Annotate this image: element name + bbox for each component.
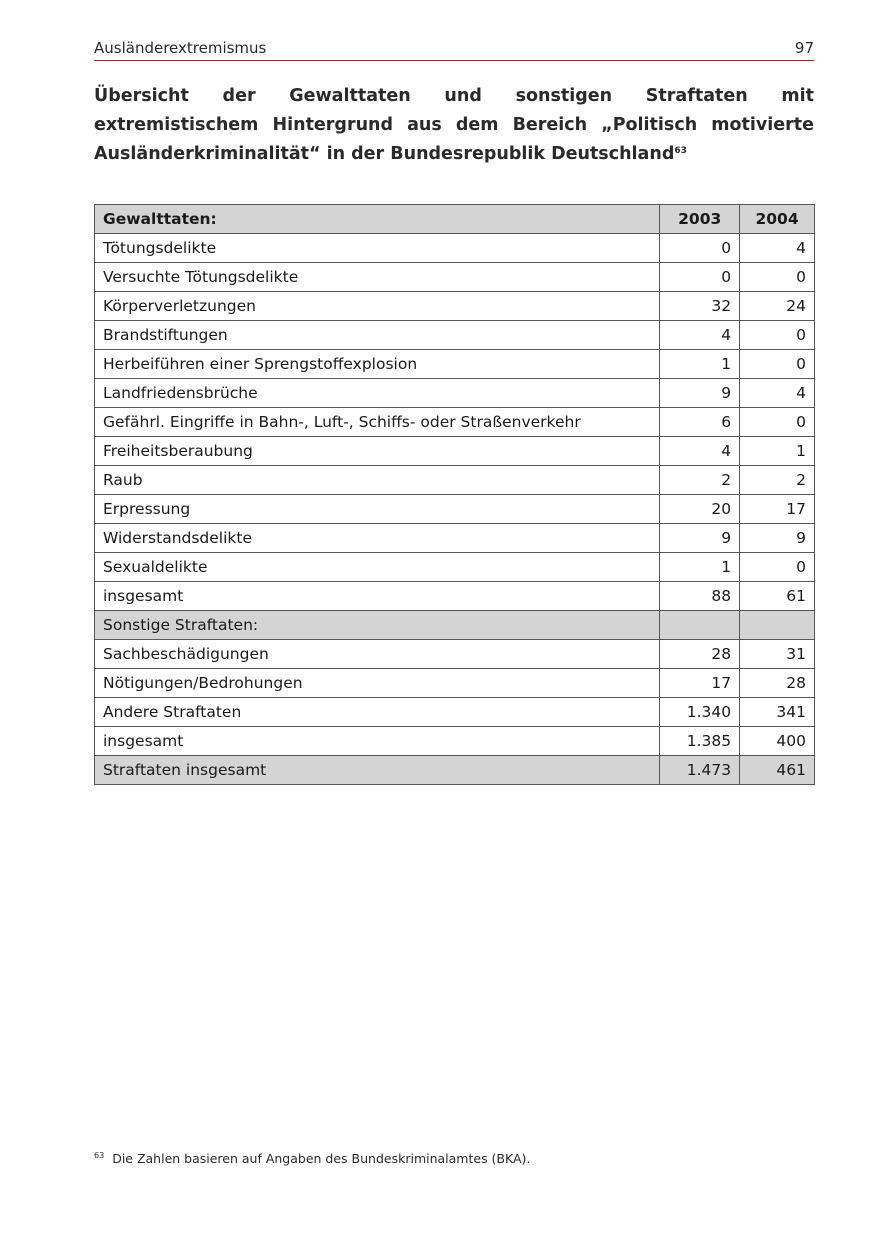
footnote [94, 1150, 530, 1168]
row-value-2004: 1 [740, 437, 815, 466]
table-row [95, 379, 815, 408]
row-value-2003: 6 [660, 408, 740, 437]
running-header [94, 38, 814, 61]
row-value-2004: 461 [740, 756, 815, 785]
row-value-2003: 4 [660, 321, 740, 350]
row-value-2003: 28 [660, 640, 740, 669]
row-value-2004: 17 [740, 495, 815, 524]
row-label: Herbeiführen einer Sprengstoffexplosion [95, 350, 660, 379]
row-value-2003: 1 [660, 553, 740, 582]
row-label: insgesamt [95, 582, 660, 611]
row-value-2004: 400 [740, 727, 815, 756]
footnote-text: Die Zahlen basieren auf Angaben des Bundeskriminalamtes (BKA). [112, 1151, 531, 1166]
row-label: Widerstandsdelikte [95, 524, 660, 553]
statistics-table [94, 204, 815, 785]
row-label: Gefährl. Eingriffe in Bahn-, Luft-, Schiffs- oder Straßenverkehr [95, 408, 660, 437]
header-category: Gewalttaten: [95, 205, 660, 234]
table-row [95, 756, 815, 785]
row-label: Freiheitsberaubung [95, 437, 660, 466]
row-label: Straftaten insgesamt [95, 756, 660, 785]
table-row [95, 524, 815, 553]
row-value-2004: 9 [740, 524, 815, 553]
row-value-2003: 20 [660, 495, 740, 524]
row-value-2003: 88 [660, 582, 740, 611]
table-row [95, 698, 815, 727]
header-year-2003: 2003 [660, 205, 740, 234]
table-row [95, 350, 815, 379]
table-row [95, 640, 815, 669]
row-value-2004: 31 [740, 640, 815, 669]
row-label: Andere Straftaten [95, 698, 660, 727]
table-body [95, 234, 815, 785]
row-value-2003: 1.473 [660, 756, 740, 785]
row-label: Brandstiftungen [95, 321, 660, 350]
row-value-2004 [740, 611, 815, 640]
page-title [94, 82, 814, 169]
table-row [95, 553, 815, 582]
row-value-2004: 0 [740, 321, 815, 350]
table-row [95, 234, 815, 263]
row-value-2004: 2 [740, 466, 815, 495]
table-row [95, 669, 815, 698]
row-value-2004: 4 [740, 234, 815, 263]
row-value-2004: 4 [740, 379, 815, 408]
table-row [95, 292, 815, 321]
table-header-row [95, 205, 815, 234]
row-label: Landfriedensbrüche [95, 379, 660, 408]
row-label: Sachbeschädigungen [95, 640, 660, 669]
table-row [95, 727, 815, 756]
row-value-2003: 32 [660, 292, 740, 321]
row-value-2004: 341 [740, 698, 815, 727]
row-label: Tötungsdelikte [95, 234, 660, 263]
row-value-2003: 1 [660, 350, 740, 379]
row-value-2003: 1.340 [660, 698, 740, 727]
row-label: Raub [95, 466, 660, 495]
row-label: insgesamt [95, 727, 660, 756]
row-value-2003: 9 [660, 524, 740, 553]
row-value-2003: 17 [660, 669, 740, 698]
table-row [95, 263, 815, 292]
table-row [95, 495, 815, 524]
table-row [95, 408, 815, 437]
row-label: Versuchte Tötungsdelikte [95, 263, 660, 292]
row-value-2003: 4 [660, 437, 740, 466]
row-value-2003: 0 [660, 234, 740, 263]
footnote-reference: 63 [674, 146, 687, 156]
row-label: Erpressung [95, 495, 660, 524]
row-value-2004: 0 [740, 553, 815, 582]
header-year-2004: 2004 [740, 205, 815, 234]
table-row [95, 321, 815, 350]
row-value-2003: 0 [660, 263, 740, 292]
row-label: Körperverletzungen [95, 292, 660, 321]
row-value-2004: 61 [740, 582, 815, 611]
row-label: Sonstige Straftaten: [95, 611, 660, 640]
footnote-number: 63 [94, 1151, 105, 1160]
row-value-2003: 9 [660, 379, 740, 408]
page-number: 97 [794, 39, 814, 57]
page-title-text: Übersicht der Gewalttaten und sonstigen Straftaten mit extremistischem Hintergrund aus dem Bereich „Politisch motivierte Ausländerkriminalität“ in der Bundesrepublik Deutschland [94, 86, 814, 164]
table-row [95, 582, 815, 611]
row-value-2004: 24 [740, 292, 815, 321]
row-value-2004: 28 [740, 669, 815, 698]
row-value-2003: 1.385 [660, 727, 740, 756]
table-row [95, 611, 815, 640]
table-row [95, 437, 815, 466]
table-row [95, 466, 815, 495]
section-title: Ausländerextremismus [94, 39, 267, 57]
row-value-2004: 0 [740, 350, 815, 379]
row-label: Nötigungen/Bedrohungen [95, 669, 660, 698]
row-value-2004: 0 [740, 263, 815, 292]
row-label: Sexualdelikte [95, 553, 660, 582]
row-value-2003: 2 [660, 466, 740, 495]
row-value-2003 [660, 611, 740, 640]
row-value-2004: 0 [740, 408, 815, 437]
